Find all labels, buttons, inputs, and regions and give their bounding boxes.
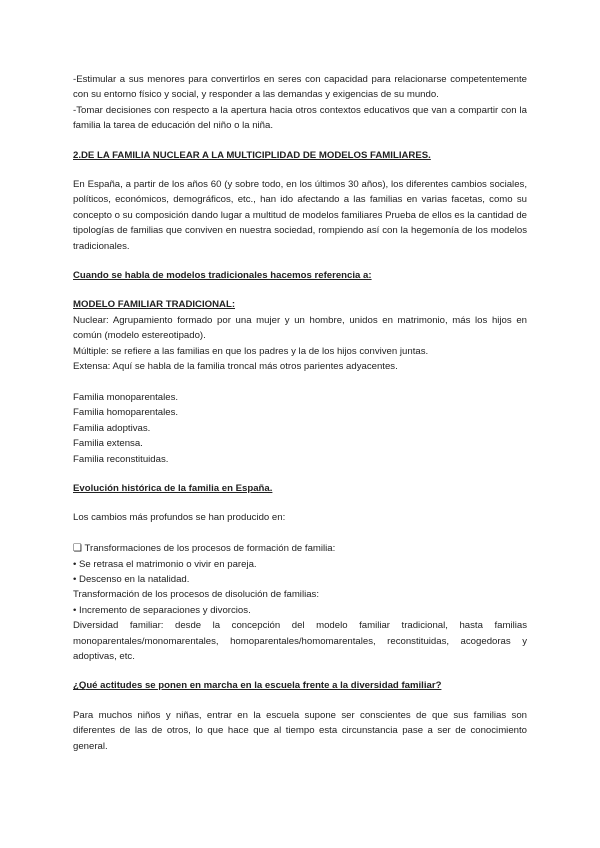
dissolution-title: Transformación de los procesos de disolución de familias: <box>73 589 320 601</box>
intro-paragraph-2: -Tomar decisiones con respecto a la apertura hacia otros contextos educativos que van a compartir con la familia la tarea de educación del niño o la niña. <box>73 104 527 132</box>
formation-item: • Descenso en la natalidad. <box>73 573 190 585</box>
formation-item: • Se retrasa el matrimonio o vivir en pareja. <box>73 558 257 570</box>
family-type-item: Familia reconstituidas. <box>73 453 169 465</box>
formation-title <box>73 541 527 556</box>
family-type-item: Familia monoparentales. <box>73 391 179 403</box>
extensa-definition: Extensa: Aquí se habla de la familia troncal más otros parientes adyacentes. <box>73 361 398 373</box>
intro-paragraph-1: -Estimular a sus menores para convertirlos en seres con capacidad para relacionarse competentemente con su entorno físico y social, y responder a las demandas y exigencias de su mundo. <box>73 74 527 101</box>
school-heading: ¿Qué actitudes se ponen en marcha en la escuela frente a la diversidad familiar? <box>73 680 442 692</box>
checkbox-icon: ❏ <box>73 543 82 555</box>
family-type-item: Familia extensa. <box>73 438 143 450</box>
section-2-paragraph: En España, a partir de los años 60 (y sobre todo, en los últimos 30 años), los diferentes cambios sociales, políticos, económicos, demográficos, etc., han ido afectando a las familias en varias facetas, como su concepto o su composición dando lugar a multitud de modelos familiares Prueba de ellos es la cantidad de tipologías de familias que conviven en nuestra sociedad, rompiendo así con la hegemonía de los modelos tradicionales. <box>73 179 527 252</box>
school-paragraph: Para muchos niños y niñas, entrar en la escuela supone ser conscientes de que sus familias son diferentes de las de otros, lo que hace que al tiempo esta circunstancia pase a ser de conocimiento general. <box>73 709 527 752</box>
evolution-intro: Los cambios más profundos se han producido en: <box>73 512 286 524</box>
traditional-model-title: MODELO FAMILIAR TRADICIONAL: <box>73 299 236 311</box>
document-body <box>73 72 527 754</box>
diversity-paragraph: Diversidad familiar: desde la concepción del modelo familiar tradicional, hasta familias monoparentales/monomarentales, homoparentales/homomarentales, reconstituidas, acogedoras y adoptivas, etc. <box>73 620 527 662</box>
section-2-heading: 2.DE LA FAMILIA NUCLEAR A LA MULTICIPLIDAD DE MODELOS FAMILIARES. <box>73 149 431 161</box>
evolution-heading: Evolución histórica de la familia en España. <box>73 482 273 494</box>
family-type-item: Familia adoptivas. <box>73 422 151 434</box>
nuclear-definition: Nuclear: Agrupamiento formado por una mujer y un hombre, unidos en matrimonio, más los hijos en común (modelo estereotipado). <box>73 314 527 342</box>
traditional-models-heading: Cuando se habla de modelos tradicionales hacemos referencia a: <box>73 270 372 282</box>
formation-title-text: Transformaciones de los procesos de formación de familia: <box>84 543 336 555</box>
family-type-item: Familia homoparentales. <box>73 407 179 419</box>
dissolution-item: • Incremento de separaciones y divorcios. <box>73 604 251 616</box>
multiple-definition: Múltiple: se refiere a las familias en que los padres y la de los hijos conviven juntas. <box>73 345 429 357</box>
